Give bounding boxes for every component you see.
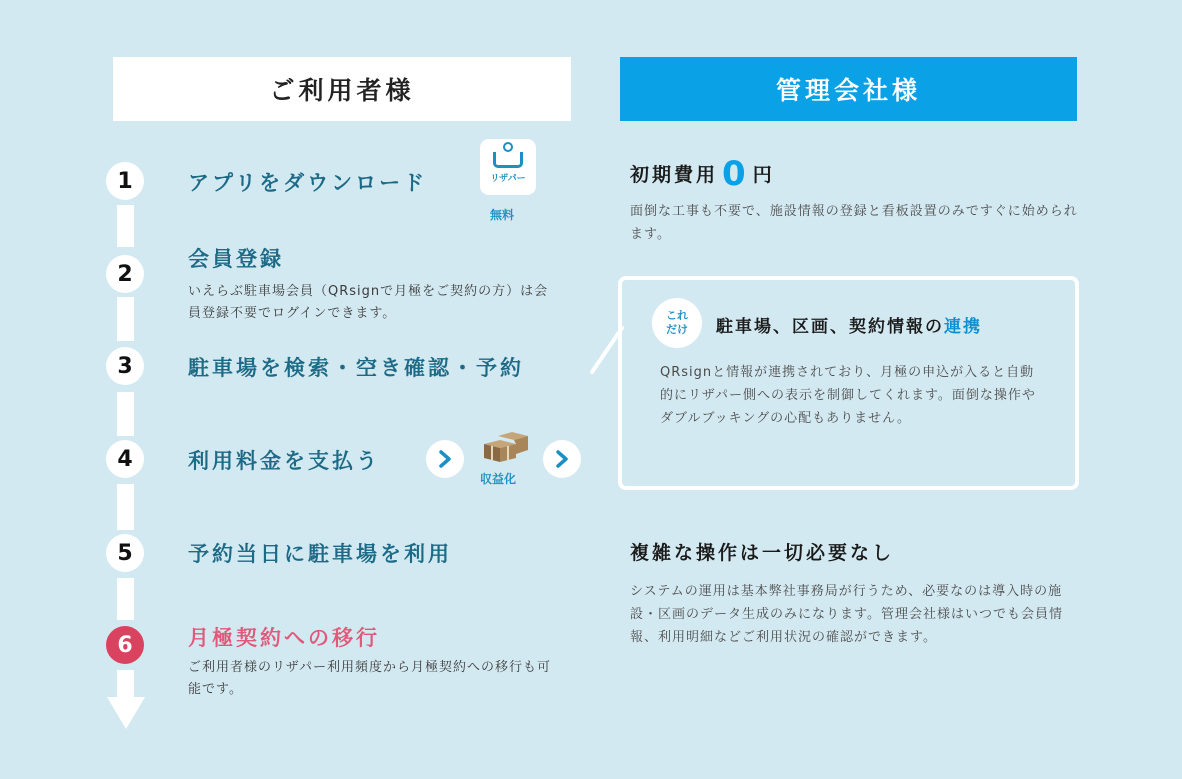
free-label: 無料 [490, 208, 515, 222]
step-number-4: 4 [106, 440, 144, 478]
step-6-title: 月極契約への移行 [188, 626, 380, 650]
only-this-badge [652, 298, 702, 348]
chevron-right-icon [543, 440, 581, 478]
step-2-description: いえらぶ駐車場会員（QRsignで月極をご契約の方）は会員登録不要でログインできます。 [188, 284, 549, 321]
down-arrow-icon [107, 697, 145, 729]
step-5-title: 予約当日に駐車場を利用 [188, 542, 452, 566]
initial-cost-amount: 0 [722, 154, 749, 194]
chevron-right-icon [426, 440, 464, 478]
bubble-tail [588, 326, 624, 374]
app-name: リザパー [490, 174, 526, 184]
step-number-2: 2 [106, 255, 144, 293]
step-1-title: アプリをダウンロード [188, 171, 428, 195]
timeline-segment [117, 205, 134, 247]
step-6-description: ご利用者様のリザパー利用頻度から月極契約への移行も可能です。 [188, 660, 551, 697]
tray-icon [493, 152, 523, 168]
integration-title-highlight: 連携 [944, 317, 982, 337]
timeline-segment [117, 484, 134, 530]
integration-description: QRsignと情報が連携されており、月極の申込が入ると自動的にリザパー側への表示を制御してくれます。面倒な操作やダブルブッキングの心配もありません。 [660, 365, 1036, 426]
bear-icon [503, 142, 513, 152]
initial-cost-title [630, 154, 775, 194]
simple-operation-title: 複雑な操作は一切必要なし [630, 542, 895, 564]
timeline-segment [117, 578, 134, 620]
step-3-title: 駐車場を検索・空き確認・予約 [188, 356, 524, 380]
initial-cost-label: 初期費用 [630, 164, 719, 186]
step-4-title: 利用料金を支払う [188, 449, 380, 473]
app-icon [480, 139, 536, 195]
management-header: 管理会社様 [620, 57, 1077, 121]
badge-line-1: これ [666, 309, 688, 322]
timeline-segment [117, 670, 134, 700]
step-number-5: 5 [106, 534, 144, 572]
monetize-label: 収益化 [480, 472, 517, 486]
integration-title-text: 駐車場、区画、契約情報の [716, 317, 944, 337]
simple-operation-description: システムの運用は基本弊社事務局が行うため、必要なのは導入時の施設・区画のデータ生成のみになります。管理会社様はいつでも会員情報、利用明細などご利用状況の確認ができます。 [630, 584, 1063, 645]
timeline-segment [117, 297, 134, 341]
integration-title [716, 312, 982, 337]
step-number-6: 6 [106, 626, 144, 664]
user-header: ご利用者様 [113, 57, 571, 121]
step-2-title: 会員登録 [188, 247, 284, 271]
timeline-segment [117, 392, 134, 436]
step-number-3: 3 [106, 347, 144, 385]
initial-cost-unit: 円 [752, 164, 775, 186]
step-number-1: 1 [106, 162, 144, 200]
initial-cost-description: 面倒な工事も不要で、施設情報の登録と看板設置のみですぐに始められます。 [630, 204, 1078, 242]
boxes-icon [480, 430, 532, 464]
badge-line-2: だけ [666, 323, 688, 336]
